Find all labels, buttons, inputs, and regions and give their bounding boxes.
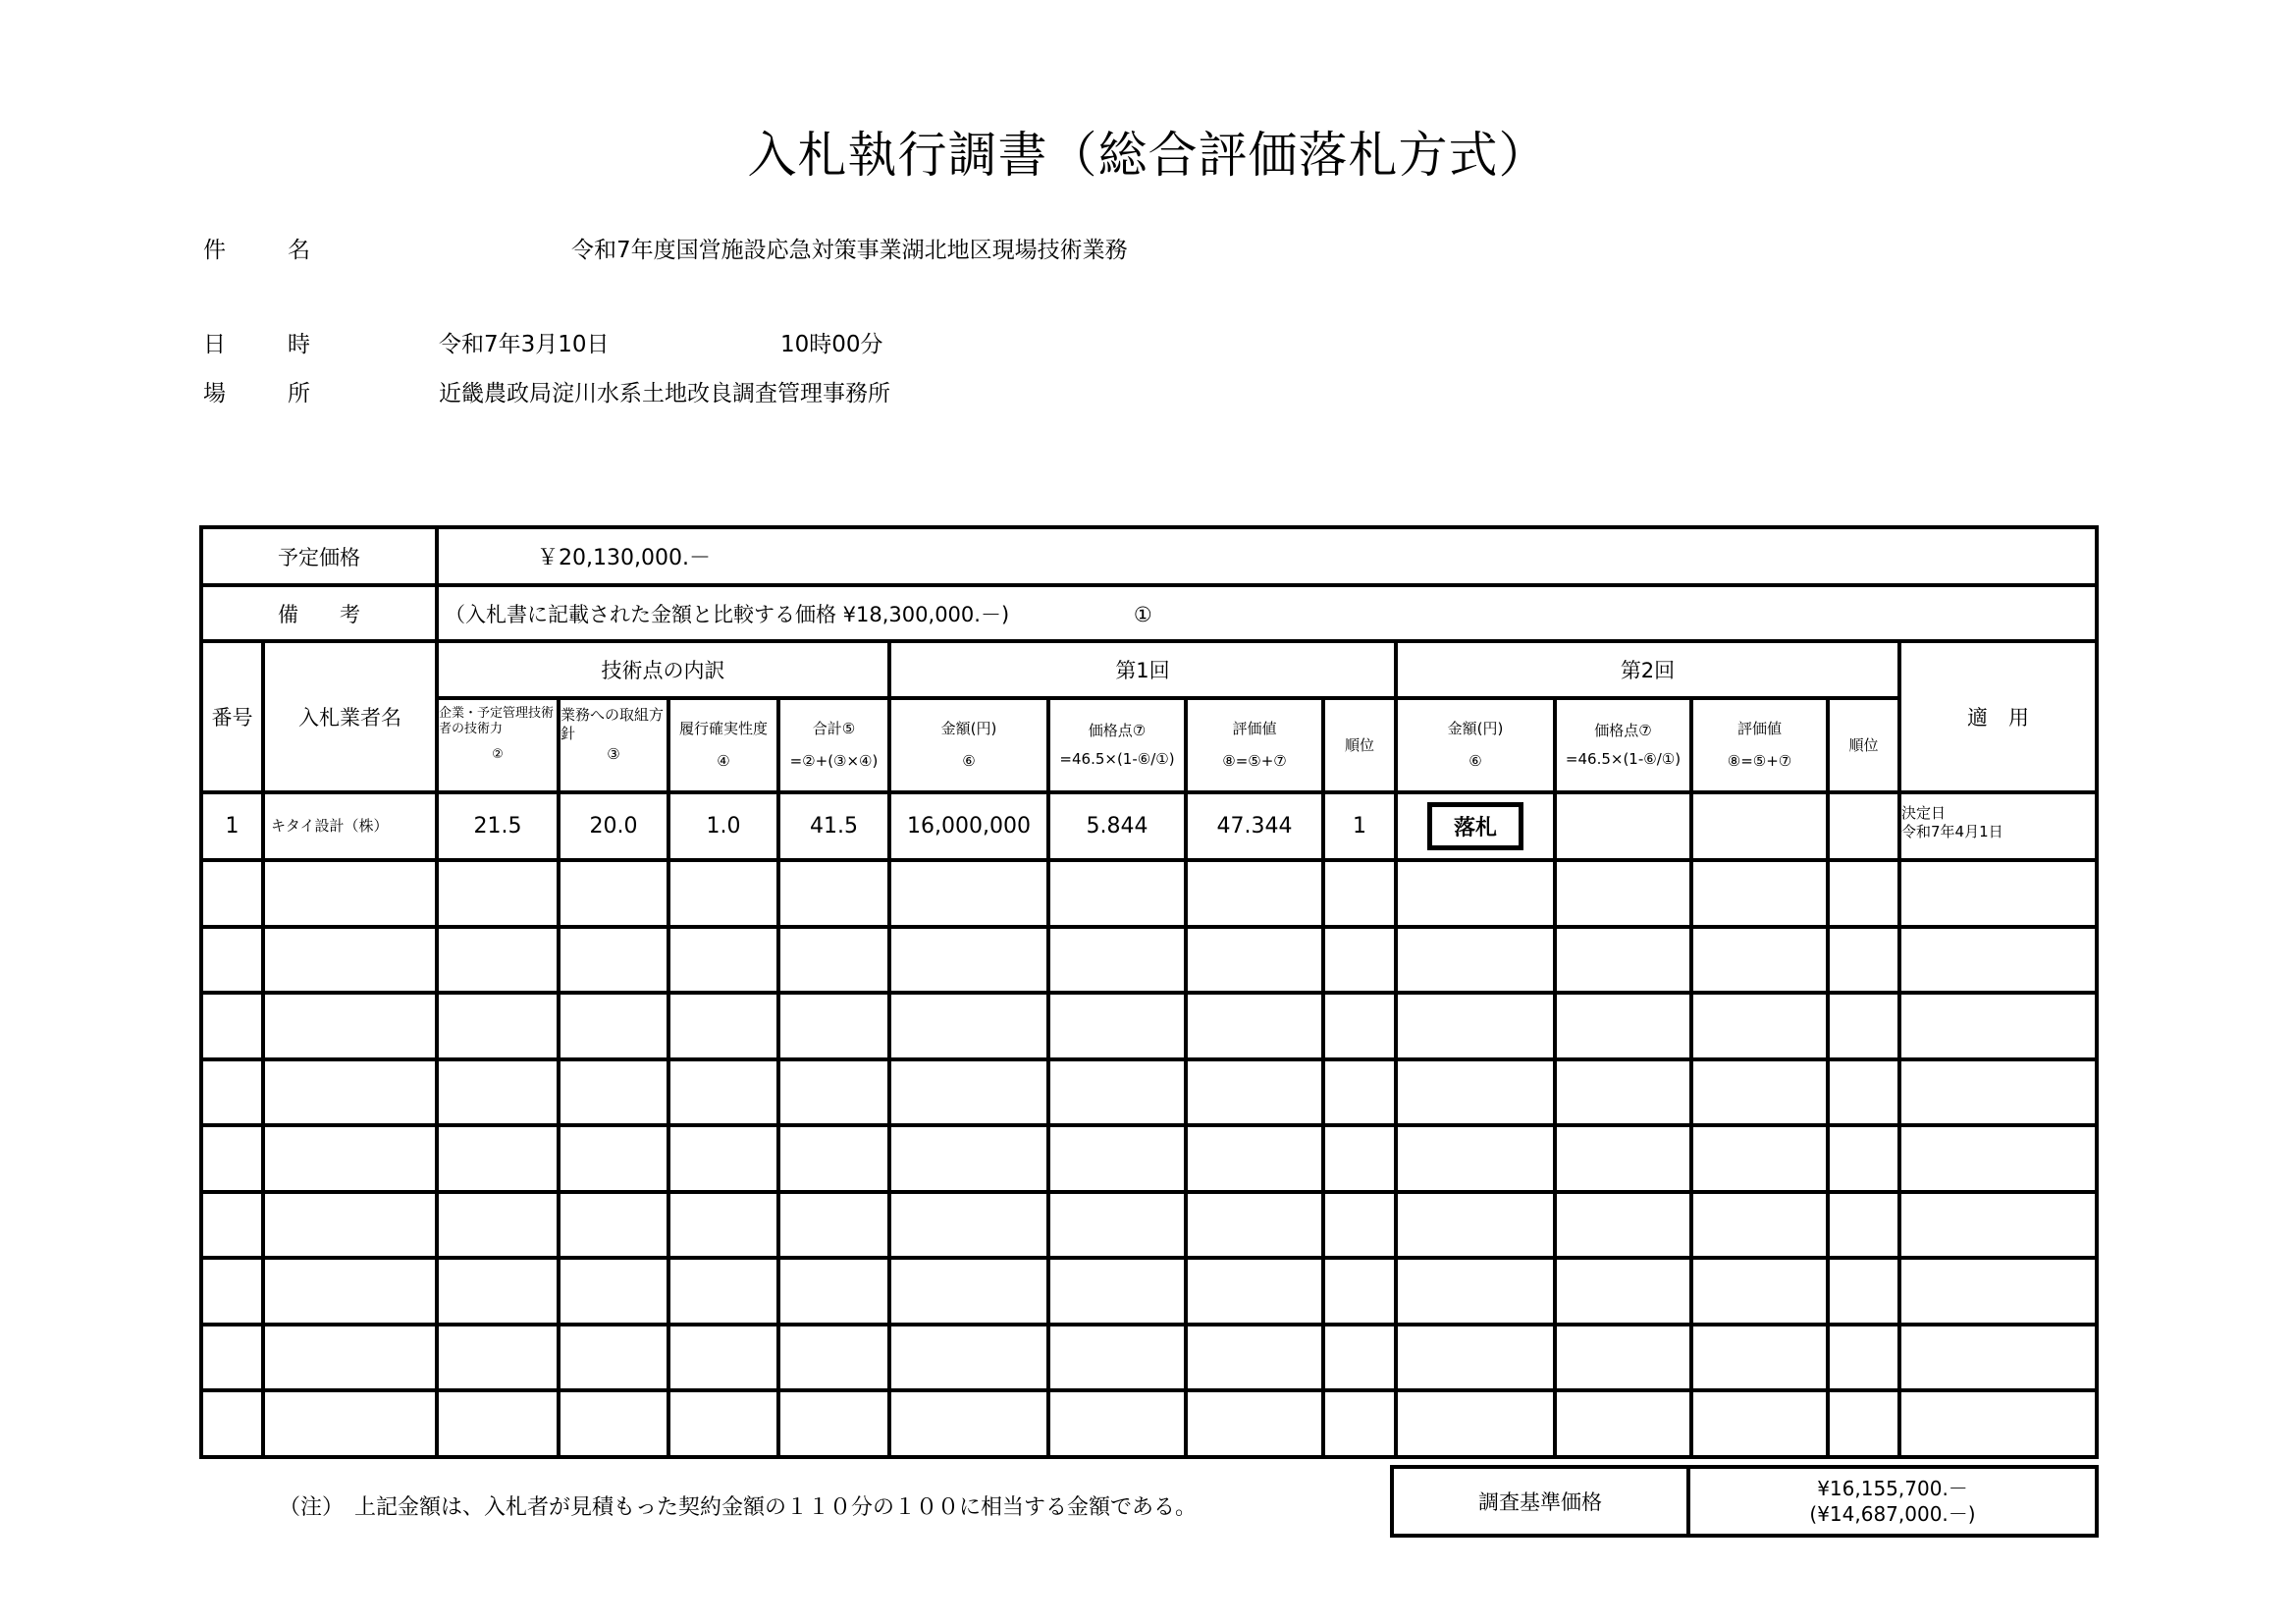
empty-cell: [1691, 860, 1828, 927]
empty-cell: [559, 1258, 668, 1325]
table-row: [201, 1325, 2097, 1391]
header-remarks: 適 用: [1899, 641, 2097, 792]
place-label: 場 所: [203, 381, 330, 406]
empty-cell: [437, 993, 559, 1059]
empty-cell: [263, 1258, 437, 1325]
empty-cell: [1323, 1325, 1396, 1391]
empty-cell: [1828, 860, 1899, 927]
empty-cell: [889, 993, 1048, 1059]
empty-cell: [1048, 1059, 1186, 1126]
empty-cell: [1048, 1125, 1186, 1192]
empty-cell: [1691, 1059, 1828, 1126]
header-r1-amount: 金額(円) ⑥: [889, 698, 1048, 792]
empty-cell: [1396, 860, 1555, 927]
empty-cell: [889, 1125, 1048, 1192]
empty-cell: [1048, 993, 1186, 1059]
empty-cell: [668, 1325, 778, 1391]
empty-cell: [1899, 1059, 2097, 1126]
empty-cell: [1899, 1258, 2097, 1325]
empty-cell: [1186, 1125, 1323, 1192]
empty-cell: [668, 1125, 778, 1192]
header-tech-breakdown: 技術点の内訳: [437, 641, 889, 698]
empty-cell: [1396, 1325, 1555, 1391]
empty-cell: [1323, 860, 1396, 927]
empty-cell: [201, 860, 263, 927]
empty-cell: [668, 1192, 778, 1259]
table-row: [201, 927, 2097, 994]
empty-cell: [559, 1390, 668, 1457]
empty-cell: [1396, 927, 1555, 994]
empty-cell: [1396, 1192, 1555, 1259]
bid-results-table: [199, 525, 2099, 1459]
empty-cell: [437, 1192, 559, 1259]
empty-cell: [1899, 860, 2097, 927]
empty-cell: [201, 927, 263, 994]
empty-cell: [1555, 860, 1691, 927]
empty-cell: [1186, 1258, 1323, 1325]
empty-cell: [1691, 1125, 1828, 1192]
empty-cell: [1555, 1192, 1691, 1259]
empty-cell: [889, 1390, 1048, 1457]
empty-cell: [1899, 993, 2097, 1059]
cell-reliability: 1.0: [668, 792, 778, 860]
empty-cell: [201, 993, 263, 1059]
empty-cell: [1323, 1125, 1396, 1192]
planned-price-row: [201, 527, 2097, 585]
empty-cell: [1828, 1390, 1899, 1457]
table-row: [201, 792, 2097, 860]
empty-cell: [1828, 1325, 1899, 1391]
empty-cell: [437, 1325, 559, 1391]
empty-cell: [1186, 1192, 1323, 1259]
footnote: （注） 上記金額は、入札者が見積もった契約金額の１１０分の１００に相当する金額である。: [279, 1495, 1198, 1520]
empty-cell: [437, 927, 559, 994]
empty-cell: [437, 1125, 559, 1192]
empty-cell: [437, 1258, 559, 1325]
empty-cell: [1186, 1390, 1323, 1457]
time-value: 10時00分: [780, 332, 883, 357]
cell-r2-amount: [1396, 792, 1555, 860]
reference-price-value: ¥16,155,700.－: [1817, 1477, 1968, 1500]
empty-cell: [778, 1125, 889, 1192]
empty-cell: [778, 927, 889, 994]
empty-cell: [668, 1059, 778, 1126]
table-row: [201, 993, 2097, 1059]
empty-cell: [1828, 1258, 1899, 1325]
empty-cell: [778, 1390, 889, 1457]
empty-cell: [1396, 1059, 1555, 1126]
empty-cell: [1186, 927, 1323, 994]
remarks-value: （入札書に記載された金額と比較する価格 ¥18,300,000.－): [445, 602, 1010, 626]
empty-cell: [263, 1192, 437, 1259]
empty-cell: [778, 1258, 889, 1325]
empty-cell: [889, 1325, 1048, 1391]
empty-cell: [1048, 927, 1186, 994]
planned-price-value: ￥20,130,000.－: [437, 527, 2097, 585]
header-tech-ability: 企業・予定管理技術者の技術力 ②: [437, 698, 559, 792]
empty-rows: [201, 860, 2097, 1457]
cell-r1-rank: 1: [1323, 792, 1396, 860]
empty-cell: [263, 1125, 437, 1192]
cell-number: 1: [201, 792, 263, 860]
header-r2-evaluation: 評価値 ⑧=⑤+⑦: [1691, 698, 1828, 792]
header-tech-total: 合計⑤ =②+(③×④): [778, 698, 889, 792]
planned-price-label: 予定価格: [201, 527, 437, 585]
empty-cell: [1691, 1390, 1828, 1457]
empty-cell: [559, 927, 668, 994]
empty-cell: [263, 993, 437, 1059]
subject-value: 令和7年度国営施設応急対策事業湖北地区現場技術業務: [571, 238, 1128, 263]
empty-cell: [1691, 1192, 1828, 1259]
empty-cell: [437, 1390, 559, 1457]
reference-price-values: [1688, 1467, 2097, 1536]
empty-cell: [1555, 1059, 1691, 1126]
table-row: [201, 1125, 2097, 1192]
empty-cell: [889, 1059, 1048, 1126]
empty-cell: [1186, 860, 1323, 927]
table-row: [201, 1390, 2097, 1457]
empty-cell: [1323, 1390, 1396, 1457]
header-r2-price-score: 価格点⑦ =46.5×(1-⑥/①): [1555, 698, 1691, 792]
reference-price-excl: (¥14,687,000.－): [1809, 1502, 1976, 1526]
cell-r1-price-score: 5.844: [1048, 792, 1186, 860]
header-row-2: [201, 698, 2097, 792]
empty-cell: [201, 1192, 263, 1259]
empty-cell: [201, 1390, 263, 1457]
header-round-2: 第2回: [1396, 641, 1899, 698]
empty-cell: [1048, 860, 1186, 927]
empty-cell: [201, 1325, 263, 1391]
award-badge: 落札: [1427, 802, 1523, 850]
empty-cell: [889, 927, 1048, 994]
empty-cell: [1899, 1390, 2097, 1457]
cell-r2-rank: [1828, 792, 1899, 860]
empty-cell: [1323, 1059, 1396, 1126]
empty-cell: [1323, 993, 1396, 1059]
empty-cell: [1555, 1125, 1691, 1192]
empty-cell: [1048, 1390, 1186, 1457]
empty-cell: [1323, 927, 1396, 994]
table-row: [201, 1258, 2097, 1325]
header-r1-rank: 順位: [1323, 698, 1396, 792]
header-row-1: [201, 641, 2097, 698]
empty-cell: [889, 1258, 1048, 1325]
empty-cell: [778, 1325, 889, 1391]
empty-cell: [1899, 1192, 2097, 1259]
cell-r1-evaluation: 47.344: [1186, 792, 1323, 860]
empty-cell: [778, 993, 889, 1059]
empty-cell: [263, 860, 437, 927]
header-number: 番号: [201, 641, 263, 792]
empty-cell: [437, 860, 559, 927]
empty-cell: [1048, 1258, 1186, 1325]
empty-cell: [778, 1192, 889, 1259]
empty-cell: [1396, 1258, 1555, 1325]
empty-cell: [1899, 1325, 2097, 1391]
table-row: [201, 1059, 2097, 1126]
empty-cell: [1828, 927, 1899, 994]
empty-cell: [1691, 927, 1828, 994]
empty-cell: [263, 1059, 437, 1126]
empty-cell: [559, 1325, 668, 1391]
empty-cell: [1396, 993, 1555, 1059]
place-value: 近畿農政局淀川水系土地改良調査管理事務所: [439, 381, 890, 406]
empty-cell: [201, 1059, 263, 1126]
empty-cell: [201, 1125, 263, 1192]
empty-cell: [1186, 993, 1323, 1059]
empty-cell: [1555, 927, 1691, 994]
datetime-label: 日 時: [203, 332, 330, 357]
empty-cell: [889, 1192, 1048, 1259]
empty-cell: [668, 993, 778, 1059]
header-reliability: 履行確実性度 ④: [668, 698, 778, 792]
empty-cell: [1186, 1325, 1323, 1391]
remarks-row: [201, 585, 2097, 641]
header-r1-evaluation: 評価値 ⑧=⑤+⑦: [1186, 698, 1323, 792]
remarks-cell: [437, 585, 2097, 641]
page-title: 入札執行調書（総合評価落札方式）: [747, 127, 1549, 184]
date-value: 令和7年3月10日: [439, 332, 610, 357]
reference-price-box: [1390, 1465, 2099, 1538]
empty-cell: [1048, 1325, 1186, 1391]
reference-price-label: 調査基準価格: [1392, 1467, 1688, 1536]
empty-cell: [1828, 1059, 1899, 1126]
empty-cell: [1186, 1059, 1323, 1126]
empty-cell: [778, 860, 889, 927]
empty-cell: [668, 1390, 778, 1457]
empty-cell: [668, 927, 778, 994]
empty-cell: [559, 1192, 668, 1259]
empty-cell: [1691, 993, 1828, 1059]
header-r1-price-score: 価格点⑦ =46.5×(1-⑥/①): [1048, 698, 1186, 792]
subject-label: 件 名: [203, 238, 330, 263]
empty-cell: [263, 1390, 437, 1457]
empty-cell: [1691, 1258, 1828, 1325]
empty-cell: [668, 860, 778, 927]
empty-cell: [1828, 1125, 1899, 1192]
cell-tech-total: 41.5: [778, 792, 889, 860]
cell-r1-amount: 16,000,000: [889, 792, 1048, 860]
empty-cell: [1323, 1258, 1396, 1325]
cell-tech-ability: 21.5: [437, 792, 559, 860]
empty-cell: [1828, 1192, 1899, 1259]
empty-cell: [1899, 1125, 2097, 1192]
header-r2-rank: 順位: [1828, 698, 1899, 792]
empty-cell: [1396, 1390, 1555, 1457]
empty-cell: [889, 860, 1048, 927]
empty-cell: [1396, 1125, 1555, 1192]
empty-cell: [1828, 993, 1899, 1059]
empty-cell: [201, 1258, 263, 1325]
empty-cell: [1691, 1325, 1828, 1391]
header-round-1: 第1回: [889, 641, 1396, 698]
empty-cell: [668, 1258, 778, 1325]
header-bidder: 入札業者名: [263, 641, 437, 792]
empty-cell: [263, 1325, 437, 1391]
empty-cell: [778, 1059, 889, 1126]
table-row: [201, 1192, 2097, 1259]
cell-remarks: 決定日 令和7年4月1日: [1899, 792, 2097, 860]
cell-approach: 20.0: [559, 792, 668, 860]
empty-cell: [559, 1059, 668, 1126]
empty-cell: [1555, 1258, 1691, 1325]
table-row: [201, 860, 2097, 927]
empty-cell: [559, 1125, 668, 1192]
cell-bidder: キタイ設計（株）: [263, 792, 437, 860]
empty-cell: [1555, 993, 1691, 1059]
empty-cell: [1899, 927, 2097, 994]
remarks-label: 備 考: [201, 585, 437, 641]
empty-cell: [437, 1059, 559, 1126]
empty-cell: [263, 927, 437, 994]
empty-cell: [1555, 1390, 1691, 1457]
cell-r2-price-score: [1555, 792, 1691, 860]
empty-cell: [1323, 1192, 1396, 1259]
empty-cell: [559, 993, 668, 1059]
empty-cell: [1048, 1192, 1186, 1259]
header-approach: 業務への取組方針 ③: [559, 698, 668, 792]
cell-r2-evaluation: [1691, 792, 1828, 860]
empty-cell: [559, 860, 668, 927]
remarks-marker: ①: [1133, 602, 1152, 626]
header-r2-amount: 金額(円) ⑥: [1396, 698, 1555, 792]
empty-cell: [1555, 1325, 1691, 1391]
